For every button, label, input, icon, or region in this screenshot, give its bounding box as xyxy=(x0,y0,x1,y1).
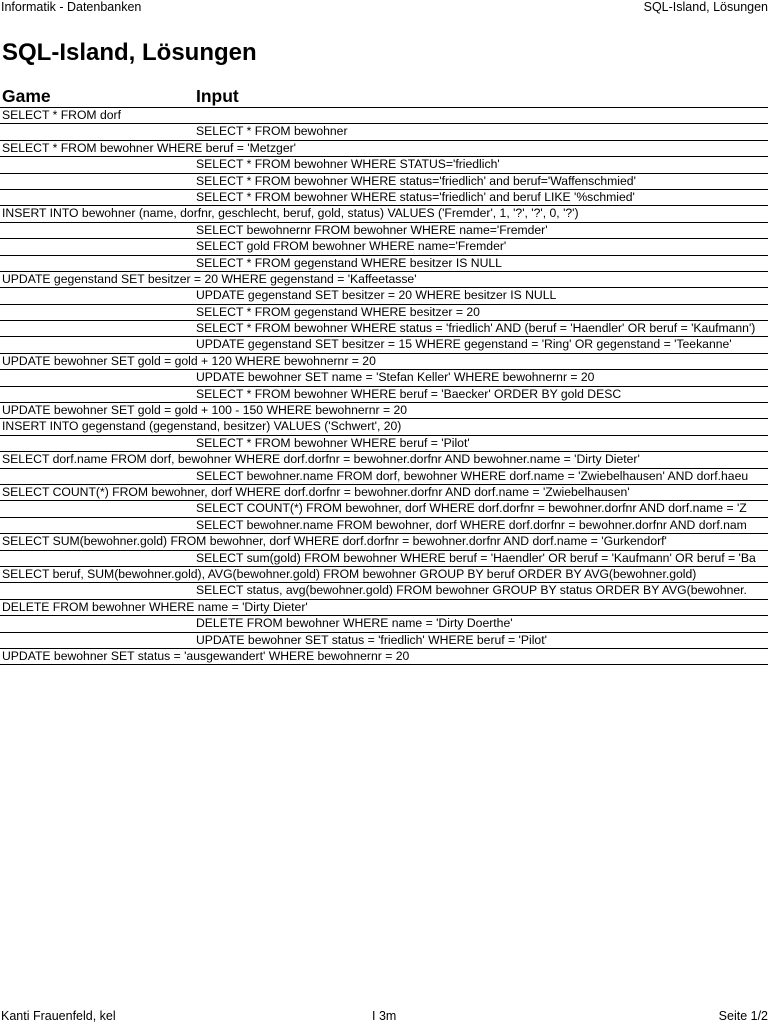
table-row xyxy=(0,633,768,649)
page-title: SQL-Island, Lösungen xyxy=(2,39,257,66)
game-sql-statement: UPDATE bewohner SET gold = gold + 120 WHERE bewohnernr = 20 xyxy=(2,353,376,368)
game-sql-statement: UPDATE gegenstand SET besitzer = 20 WHERE gegenstand = 'Kaffeetasse' xyxy=(2,271,417,286)
input-sql-statement: SELECT * FROM bewohner WHERE STATUS='friedlich' xyxy=(196,157,500,172)
input-sql-statement: SELECT bewohner.name FROM bewohner, dorf WHERE dorf.dorfnr = bewohner.dorfnr AND dorf.nam xyxy=(196,517,747,532)
table-row xyxy=(0,600,768,616)
game-sql-statement: UPDATE bewohner SET status = 'ausgewandert' WHERE bewohnernr = 20 xyxy=(2,648,410,663)
table-row xyxy=(0,272,768,288)
table-row xyxy=(0,567,768,583)
table-row xyxy=(0,239,768,255)
table-row xyxy=(0,403,768,419)
input-sql-statement: UPDATE gegenstand SET besitzer = 15 WHERE gegenstand = 'Ring' OR gegenstand = 'Teekanne' xyxy=(196,337,732,352)
input-sql-statement: UPDATE gegenstand SET besitzer = 20 WHERE besitzer IS NULL xyxy=(196,288,557,303)
table-row xyxy=(0,206,768,222)
table-row xyxy=(0,583,768,599)
table-row xyxy=(0,174,768,190)
table-row xyxy=(0,534,768,550)
table-row xyxy=(0,387,768,403)
table-row xyxy=(0,157,768,173)
table-row xyxy=(0,649,768,665)
table-row xyxy=(0,616,768,632)
table-row xyxy=(0,141,768,157)
table-row xyxy=(0,223,768,239)
table-row xyxy=(0,190,768,206)
game-sql-statement: UPDATE bewohner SET gold = gold + 100 - 150 WHERE bewohnernr = 20 xyxy=(2,403,408,418)
game-sql-statement: INSERT INTO gegenstand (gegenstand, besitzer) VALUES ('Schwert', 20) xyxy=(2,419,402,434)
table-row xyxy=(0,518,768,534)
table-row xyxy=(0,354,768,370)
sql-solution-table xyxy=(0,107,768,665)
table-row xyxy=(0,501,768,517)
table-row xyxy=(0,124,768,140)
table-row xyxy=(0,485,768,501)
table-row xyxy=(0,436,768,452)
input-sql-statement: SELECT * FROM gegenstand WHERE besitzer = 20 xyxy=(196,304,480,319)
input-sql-statement: SELECT status, avg(bewohner.gold) FROM bewohner GROUP BY status ORDER BY AVG(bewohner. xyxy=(196,583,747,598)
table-row xyxy=(0,305,768,321)
table-row xyxy=(0,288,768,304)
game-sql-statement: SELECT COUNT(*) FROM bewohner, dorf WHERE dorf.dorfnr = bewohner.dorfnr AND dorf.name = 'Zwiebelhausen' xyxy=(2,484,630,499)
input-sql-statement: SELECT sum(gold) FROM bewohner WHERE beruf = 'Haendler' OR beruf = 'Kaufmann' OR beruf = 'Ba xyxy=(196,550,756,565)
game-sql-statement: SELECT * FROM bewohner WHERE beruf = 'Metzger' xyxy=(2,140,296,155)
input-sql-statement: SELECT * FROM bewohner WHERE status='friedlich' and beruf LIKE '%schmied' xyxy=(196,189,635,204)
input-sql-statement: SELECT * FROM bewohner xyxy=(196,124,348,139)
input-sql-statement: SELECT * FROM bewohner WHERE beruf = 'Pilot' xyxy=(196,435,470,450)
table-row xyxy=(0,256,768,272)
table-row xyxy=(0,108,768,124)
game-sql-statement: SELECT * FROM dorf xyxy=(2,108,121,122)
input-sql-statement: UPDATE bewohner SET name = 'Stefan Keller' WHERE bewohnernr = 20 xyxy=(196,370,595,385)
game-sql-statement: SELECT beruf, SUM(bewohner.gold), AVG(bewohner.gold) FROM bewohner GROUP BY beruf ORDER BY AVG(bewohner.gold) xyxy=(2,566,697,581)
game-sql-statement: DELETE FROM bewohner WHERE name = 'Dirty Dieter' xyxy=(2,599,308,614)
input-sql-statement: SELECT * FROM bewohner WHERE status = 'friedlich' AND (beruf = 'Haendler' OR beruf = 'Kaufmann') xyxy=(196,321,756,336)
input-sql-statement: SELECT * FROM gegenstand WHERE besitzer IS NULL xyxy=(196,255,502,270)
input-sql-statement: SELECT COUNT(*) FROM bewohner, dorf WHERE dorf.dorfnr = bewohner.dorfnr AND dorf.name = 'Z xyxy=(196,501,747,516)
footer-school: Kanti Frauenfeld, kel xyxy=(1,1009,116,1023)
column-header-game: Game xyxy=(2,86,51,106)
input-sql-statement: SELECT * FROM bewohner WHERE status='friedlich' and beruf='Waffenschmied' xyxy=(196,173,636,188)
input-sql-statement: DELETE FROM bewohner WHERE name = 'Dirty Doerthe' xyxy=(196,616,513,631)
input-sql-statement: SELECT bewohnernr FROM bewohner WHERE name='Fremder' xyxy=(196,222,548,237)
footer-class: I 3m xyxy=(372,1009,397,1023)
input-sql-statement: SELECT * FROM bewohner WHERE beruf = 'Baecker' ORDER BY gold DESC xyxy=(196,386,622,401)
game-sql-statement: SELECT dorf.name FROM dorf, bewohner WHERE dorf.dorfnr = bewohner.dorfnr AND bewohner.name = 'Dirty Dieter' xyxy=(2,452,640,467)
table-row xyxy=(0,321,768,337)
game-sql-statement: INSERT INTO bewohner (name, dorfnr, geschlecht, beruf, gold, status) VALUES ('Fremder', 1, '?', '?', 0, '?') xyxy=(2,206,579,221)
header-document-title: SQL-Island, Lösungen xyxy=(643,0,768,14)
table-row xyxy=(0,337,768,353)
header-subject: Informatik - Datenbanken xyxy=(1,0,142,14)
input-sql-statement: SELECT gold FROM bewohner WHERE name='Fremder' xyxy=(196,239,507,254)
table-row xyxy=(0,551,768,567)
table-row xyxy=(0,452,768,468)
input-sql-statement: SELECT bewohner.name FROM dorf, bewohner WHERE dorf.name = 'Zwiebelhausen' AND dorf.haeu xyxy=(196,468,749,483)
table-row xyxy=(0,370,768,386)
footer-page-number: Seite 1/2 xyxy=(718,1009,768,1023)
input-sql-statement: UPDATE bewohner SET status = 'friedlich' WHERE beruf = 'Pilot' xyxy=(196,632,547,647)
table-row xyxy=(0,419,768,435)
column-header-input: Input xyxy=(196,86,239,106)
game-sql-statement: SELECT SUM(bewohner.gold) FROM bewohner, dorf WHERE dorf.dorfnr = bewohner.dorfnr AND dorf.name = 'Gurkendorf' xyxy=(2,534,667,549)
table-row xyxy=(0,469,768,485)
